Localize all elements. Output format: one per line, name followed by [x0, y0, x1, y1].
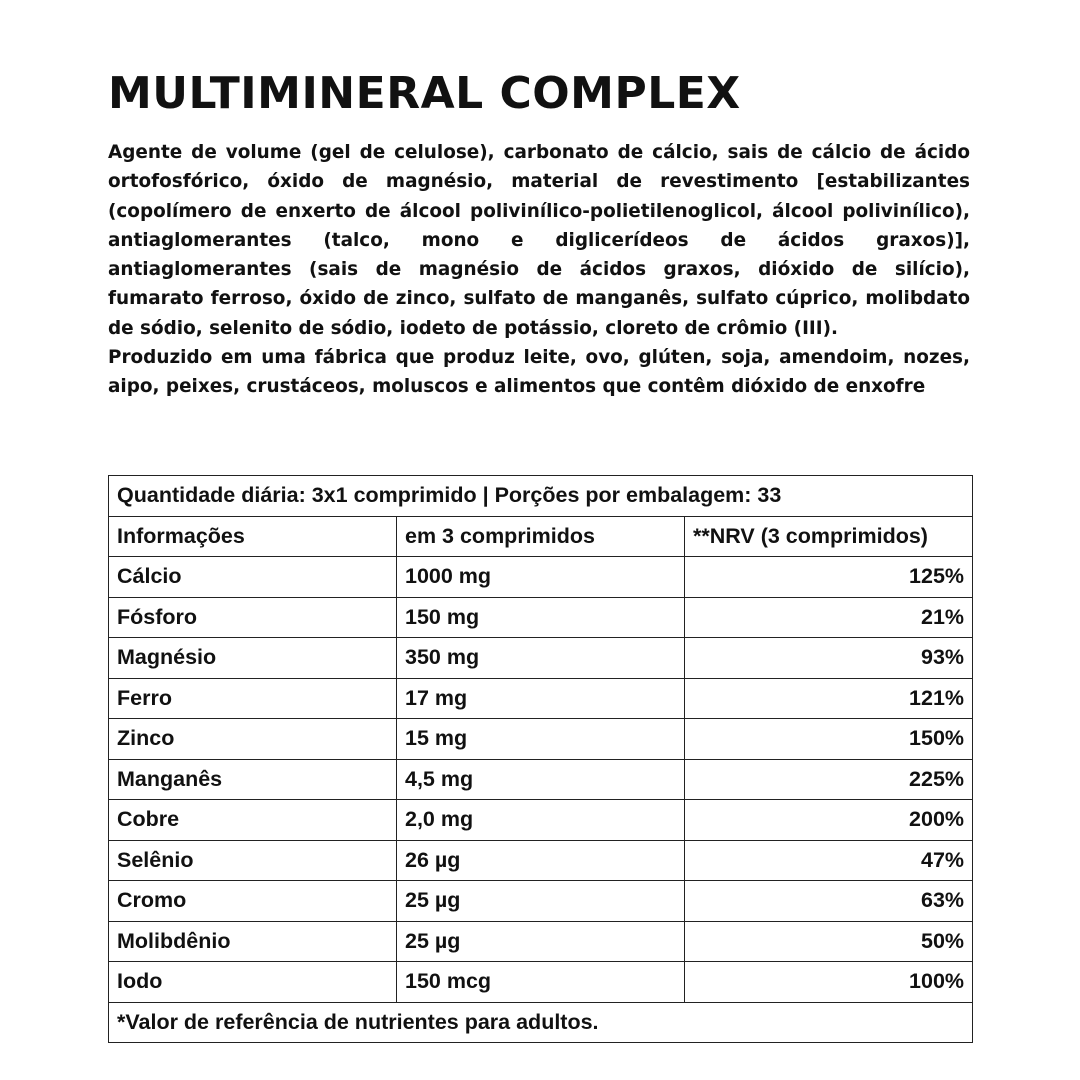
table-row: [109, 719, 973, 760]
nutrient-amount: 26 µg: [397, 840, 685, 881]
nutrient-name: Zinco: [109, 719, 397, 760]
header-amount: em 3 comprimidos: [397, 516, 685, 557]
nutrient-name: Ferro: [109, 678, 397, 719]
header-row: [109, 516, 973, 557]
header-nrv: **NRV (3 comprimidos): [685, 516, 973, 557]
nutrient-amount: 25 µg: [397, 921, 685, 962]
header-nutrient: Informações: [109, 516, 397, 557]
nutrient-amount: 350 mg: [397, 638, 685, 679]
nutrient-name: Selênio: [109, 840, 397, 881]
composition-paragraph: Agente de volume (gel de celulose), carbonato de cálcio, sais de cálcio de ácido ortofosfórico, óxido de magnésio, material de revestimento [estabilizantes (copolímero de enxerto de álcool polivinílico-polietilenoglicol, álcool polivinílico), antiaglomerantes (talco, mono e diglicerídeos de ácidos graxos)], antiaglomerantes (sais de magnésio de ácidos graxos, dióxido de silício), fumarato ferroso, óxido de zinco, sulfato de manganês, sulfato cúprico, molibdato de sódio, selenito de sódio, iodeto de potássio, cloreto de crômio (III).: [108, 142, 970, 339]
serving-info: Quantidade diária: 3x1 comprimido | Porções por embalagem: 33: [109, 476, 973, 517]
nutrient-nrv: 50%: [685, 921, 973, 962]
table-row: [109, 962, 973, 1003]
nutrition-table: [108, 475, 973, 1043]
nutrient-nrv: 93%: [685, 638, 973, 679]
nutrient-nrv: 100%: [685, 962, 973, 1003]
table-row: [109, 921, 973, 962]
nutrient-name: Cálcio: [109, 557, 397, 598]
footnote-row: [109, 1002, 973, 1043]
table-row: [109, 638, 973, 679]
nutrient-name: Fósforo: [109, 597, 397, 638]
nutrient-nrv: 150%: [685, 719, 973, 760]
table-row: [109, 678, 973, 719]
nutrient-amount: 15 mg: [397, 719, 685, 760]
nutrient-name: Cobre: [109, 800, 397, 841]
nutrient-amount: 150 mg: [397, 597, 685, 638]
nutrient-name: Cromo: [109, 881, 397, 922]
table-row: [109, 557, 973, 598]
serving-row: [109, 476, 973, 517]
nutrient-name: Iodo: [109, 962, 397, 1003]
nutrient-name: Molibdênio: [109, 921, 397, 962]
table-row: [109, 597, 973, 638]
table-row: [109, 759, 973, 800]
nutrient-amount: 1000 mg: [397, 557, 685, 598]
nutrient-amount: 17 mg: [397, 678, 685, 719]
nutrient-nrv: 21%: [685, 597, 973, 638]
nutrient-amount: 25 µg: [397, 881, 685, 922]
product-title: MULTIMINERAL COMPLEX: [108, 68, 741, 119]
nutrient-name: Manganês: [109, 759, 397, 800]
nutrient-nrv: 47%: [685, 840, 973, 881]
nutrient-amount: 150 mcg: [397, 962, 685, 1003]
allergen-paragraph: Produzido em uma fábrica que produz leite, ovo, glúten, soja, amendoim, nozes, aipo, peixes, crustáceos, moluscos e alimentos que contêm dióxido de enxofre: [108, 347, 970, 398]
nutrient-amount: 4,5 mg: [397, 759, 685, 800]
footnote: *Valor de referência de nutrientes para adultos.: [109, 1002, 973, 1043]
nutrient-nrv: 200%: [685, 800, 973, 841]
table-row: [109, 800, 973, 841]
nutrient-nrv: 225%: [685, 759, 973, 800]
nutrient-amount: 2,0 mg: [397, 800, 685, 841]
nutrient-nrv: 125%: [685, 557, 973, 598]
nutrient-name: Magnésio: [109, 638, 397, 679]
table-row: [109, 881, 973, 922]
nutrient-nrv: 121%: [685, 678, 973, 719]
ingredients-text: [108, 138, 970, 402]
nutrient-nrv: 63%: [685, 881, 973, 922]
table-row: [109, 840, 973, 881]
